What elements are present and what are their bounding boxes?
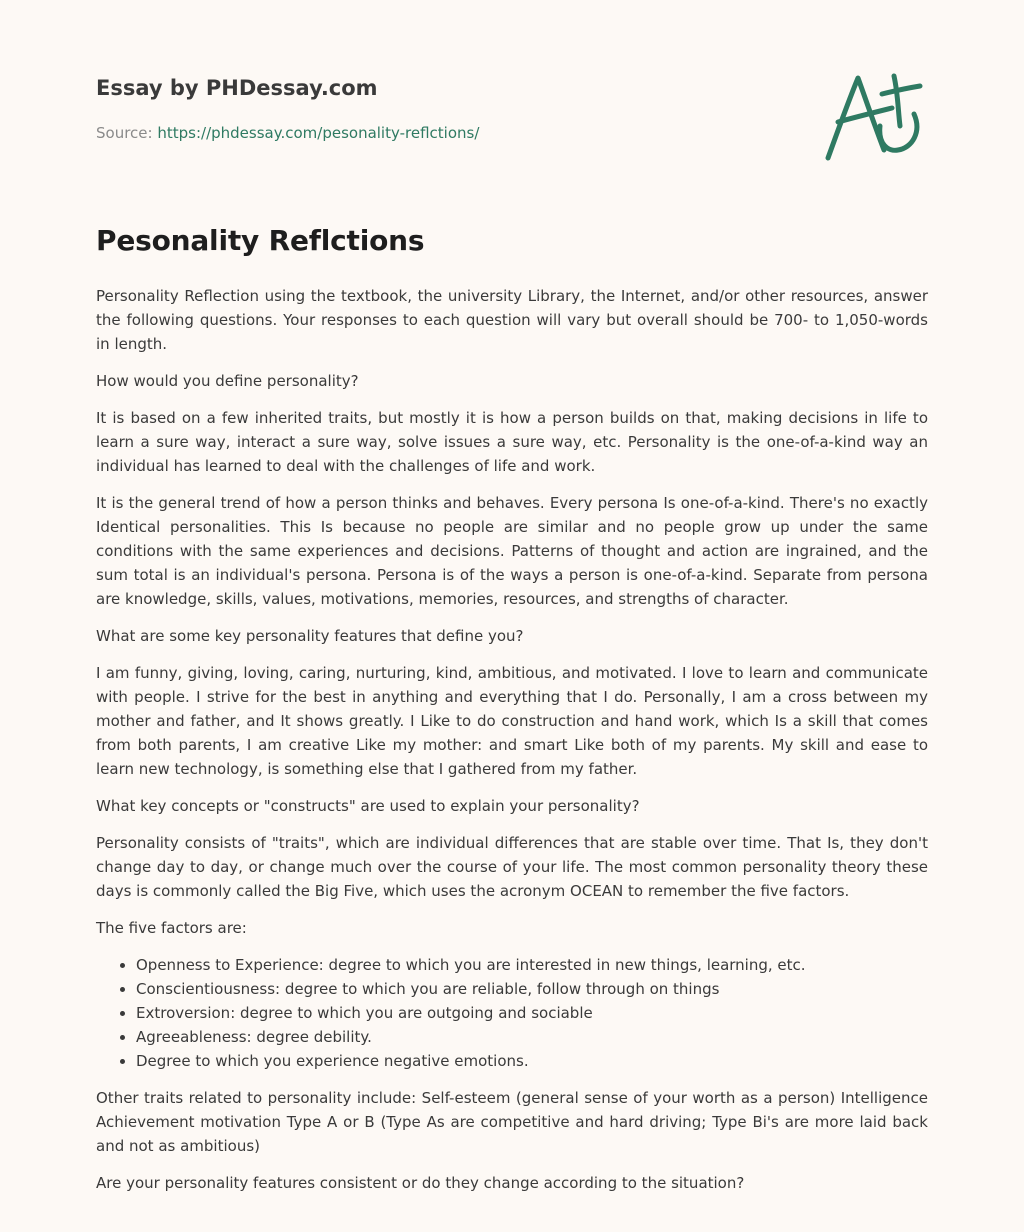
factor-list (96, 953, 928, 1073)
body-paragraph: It is based on a few inherited traits, but mostly it is how a person builds on that, making decisions in life to learn a sure way, interact a sure way, solve issues a sure way, etc. Personality is the one-of-a-kind way an individual has learned to deal with the challenges of life and work. (96, 409, 928, 475)
body-paragraph: Personality Reflection using the textbook, the university Library, the Internet, and/or other resources, answer the following questions. Your responses to each question will vary but overall should be 700- to 1,050-words in length. (96, 287, 928, 353)
a-plus-logo-icon (818, 66, 930, 166)
source-label: Source: (96, 124, 153, 142)
site-title: Essay by PHDessay.com (96, 76, 378, 100)
question-paragraph: Are your personality features consistent or do they change according to the situation? (96, 1174, 745, 1192)
list-item: • Openness to Experience: degree to which you are interested in new things, learning, etc. (136, 953, 928, 977)
body-paragraph: Other traits related to personality include: Self-esteem (general sense of your worth as a person) Intelligence Achievement motivation Type A or B (Type As are competitive and hard driving; Type Bi's are more laid back and not as ambitious) (96, 1089, 928, 1155)
list-item: • Agreeableness: degree debility. (136, 1025, 928, 1049)
question-paragraph: How would you define personality? (96, 372, 359, 390)
source-link[interactable]: https://phdessay.com/pesonality-reflctions/ (157, 124, 480, 142)
list-item: • Degree to which you experience negative emotions. (136, 1049, 928, 1073)
body-paragraph: Personality consists of "traits", which are individual differences that are stable over time. That Is, they don't change day to day, or change much over the course of your life. The most common personality theory these days is commonly called the Big Five, which uses the acronym OCEAN to remember the five factors. (96, 834, 928, 900)
question-paragraph: What are some key personality features that define you? (96, 627, 524, 645)
question-paragraph: What key concepts or "constructs" are used to explain your personality? (96, 797, 640, 815)
essay-title: Pesonality Reflctions (96, 224, 425, 257)
source-line (96, 124, 479, 142)
essay-body (96, 284, 928, 1208)
list-item: • Conscientiousness: degree to which you are reliable, follow through on things (136, 977, 928, 1001)
body-paragraph: I am funny, giving, loving, caring, nurturing, kind, ambitious, and motivated. I love to learn and communicate with people. I strive for the best in anything and everything that I do. Personally, I am a cross between my mother and father, and It shows greatly. I Like to do construction and hand work, which Is a skill that comes from both parents, I am creative Like my mother: and smart Like both of my parents. My skill and ease to learn new technology, is something else that I gathered from my father. (96, 664, 928, 778)
body-paragraph: It is the general trend of how a person thinks and behaves. Every persona Is one-of-a-kind. There's no exactly Identical personalities. This Is because no people are similar and no people grow up under the same conditions with the same experiences and decisions. Patterns of thought and action are ingrained, and the sum total is an individual's persona. Persona is of the ways a person is one-of-a-kind. Separate from persona are knowledge, skills, values, motivations, memories, resources, and strengths of character. (96, 494, 928, 608)
question-paragraph: The five factors are: (96, 919, 247, 937)
list-item: • Extroversion: degree to which you are outgoing and sociable (136, 1001, 928, 1025)
